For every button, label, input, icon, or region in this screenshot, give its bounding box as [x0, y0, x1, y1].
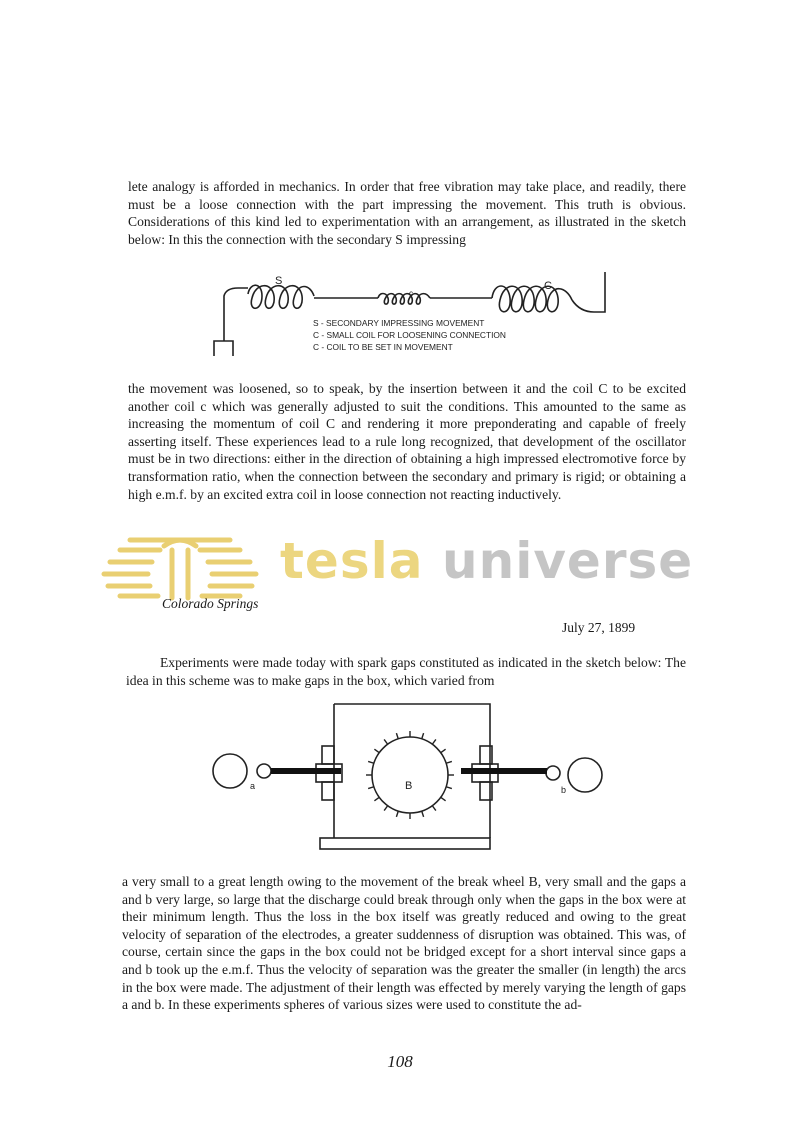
label-B: B [405, 780, 413, 792]
label-C: C [544, 280, 552, 292]
label-a: a [250, 781, 256, 791]
wheel-tooth [384, 739, 388, 744]
wheel-tooth [396, 733, 398, 739]
paragraph-1: lete analogy is afforded in mechanics. In order that free vibration may take place, and readily, there must be a loose connection with the part impressing the movement. This truth is obvious. Considerations of this kind led to experimentation with an arrangement, as illustrated in the sketch below: In this the connection with the secondary S impressing [128, 179, 686, 247]
watermark-word-1: tesla [280, 532, 424, 590]
wheel-tooth [446, 761, 452, 763]
paragraph-4: a very small to a great length owing to the movement of the break wheel B, very small and the gaps a and b very large, so large that the discharge could break through only when the gaps in the box were at their minimum length. Thus the loss in the box itself was greatly reduced and owing to the great velocity of separation of the electrodes, a greater suddenness of disruption was obtained. This was, of course, certain since the gaps in the box could not be bridged except for a short interval since gaps a and b took up the e.m.f. Thus the velocity of separation was the greater the smaller (in length) the arcs in the box were made. The adjustment of their length was effected by merely varying the length of gaps a and b. In these experiments spheres of various sizes were used to constitute the ad- [122, 874, 686, 1013]
break-wheel-teeth [366, 731, 454, 819]
wheel-tooth [368, 761, 374, 763]
wheel-tooth [422, 733, 424, 739]
wheel-tooth [368, 787, 374, 789]
legend-line-1: S - SECONDARY IMPRESSING MOVEMENT [313, 318, 485, 328]
label-S: S [275, 275, 283, 287]
entry-date: July 27, 1899 [562, 620, 636, 635]
watermark-word-2: universe [442, 532, 694, 590]
page-number: 108 [387, 1052, 413, 1071]
legend-line-2: C - SMALL COIL FOR LOOSENING CONNECTION [313, 330, 506, 340]
paragraph-3: Experiments were made today with spark gaps constituted as indicated in the sketch below: The idea in this scheme was to make gaps in the box, which varied from [126, 655, 686, 688]
wheel-tooth [374, 797, 379, 801]
wheel-tooth [441, 797, 446, 801]
wheel-tooth [432, 739, 436, 744]
label-c: c [409, 289, 413, 298]
section-heading: Colorado Springs [162, 596, 259, 611]
label-b: b [561, 785, 567, 795]
legend-line-3: C - COIL TO BE SET IN MOVEMENT [313, 342, 453, 352]
wheel-tooth [396, 811, 398, 817]
wheel-tooth [384, 806, 388, 811]
wheel-tooth [446, 787, 452, 789]
paragraph-2: the movement was loosened, so to speak, by the insertion between it and the coil C to be excited another coil c which was generally adjusted to suit the conditions. This amounted to the same as increasing the momentum of coil C and rendering it more preponderating and capable of freely asserting itself. These experiences lead to a rule long recognized, that development of the oscillator must be in two directions: either in the direction of obtaining a high impressed electromotive force by transformation ratio, when the connection between the secondary and primary is rigid; or obtaining a high e.m.f. by an excited extra coil in loose connection not reacting inductively. [128, 381, 686, 502]
wheel-tooth [374, 749, 379, 753]
wheel-tooth [422, 811, 424, 817]
wheel-tooth [432, 806, 436, 811]
wheel-tooth [441, 749, 446, 753]
